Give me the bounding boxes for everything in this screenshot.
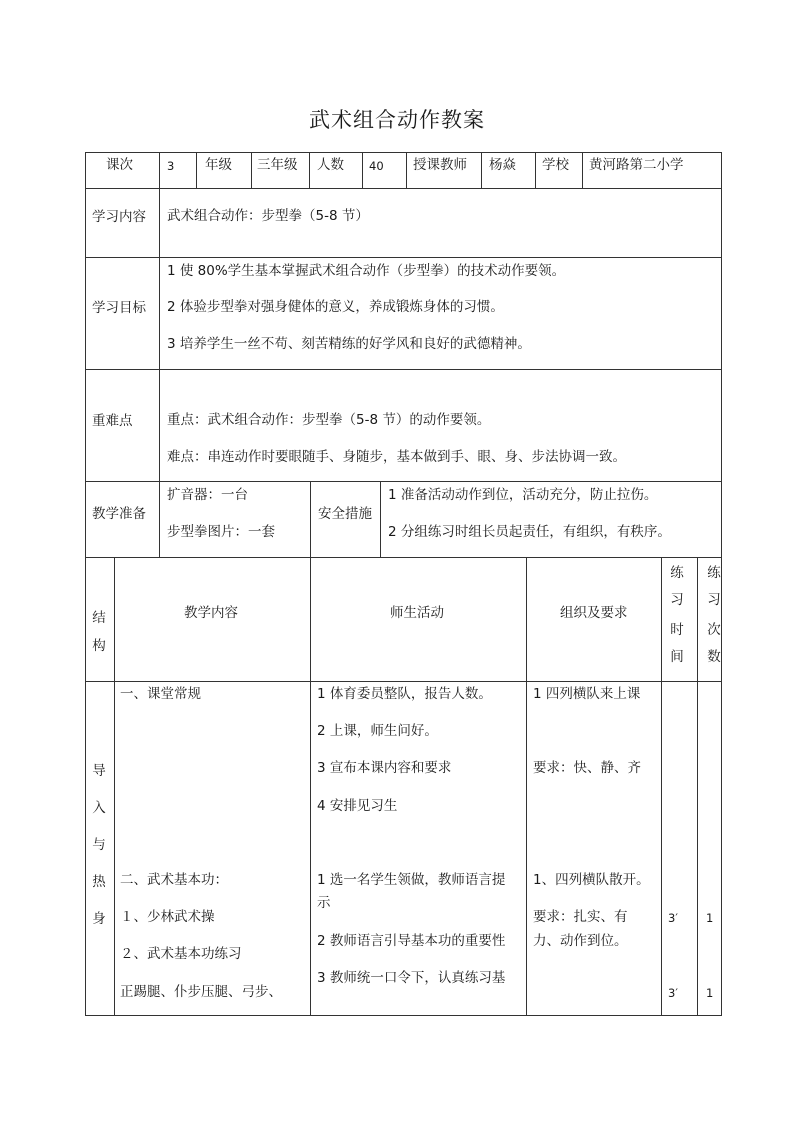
structure-header-char: 构 <box>92 638 106 654</box>
safety-item: 1 准备活动动作到位，活动充分，防止拉伤。 <box>388 487 658 503</box>
row-divider <box>85 681 722 682</box>
activity-item: 示 <box>317 895 331 911</box>
org-header: 组织及要求 <box>560 605 628 621</box>
section-structure-char: 入 <box>92 800 106 816</box>
teacher-label: 授课教师 <box>413 157 467 173</box>
safety-label: 安全措施 <box>318 506 372 522</box>
time-header <box>667 561 687 665</box>
structure-header-char: 结 <box>92 610 106 626</box>
org-item: 要求：扎实、有 <box>533 909 628 925</box>
grade-value: 三年级 <box>257 157 298 173</box>
col-divider <box>310 557 311 1016</box>
content-item: 正踢腿、仆步压腿、弓步、 <box>120 984 282 1000</box>
col-divider <box>406 152 407 188</box>
content-value: 武术组合动作：步型拳（5-8 节） <box>167 208 369 224</box>
section-structure-char: 导 <box>92 763 106 779</box>
section-structure-char: 身 <box>92 911 106 927</box>
col-divider <box>196 152 197 188</box>
prep-item: 扩音器：一台 <box>167 487 248 503</box>
content-item: １、少林武术操 <box>120 909 215 925</box>
activity-header: 师生活动 <box>390 605 444 621</box>
count-header-char: 数 <box>707 649 721 665</box>
col-divider <box>362 152 363 188</box>
col-divider <box>114 557 115 1016</box>
count-value: 40 <box>369 159 384 173</box>
activity-item: 1 选一名学生领做，教师语言提 <box>317 872 506 888</box>
col-divider <box>697 557 698 1016</box>
content-item: 一、课堂常规 <box>120 686 201 702</box>
col-divider <box>251 152 252 188</box>
col-divider <box>661 557 662 1016</box>
structure-header <box>89 606 109 654</box>
count-value-cell: 1 <box>706 911 714 925</box>
goal-item: 1 使 80%学生基本掌握武术组合动作（步型拳）的技术动作要领。 <box>167 263 566 279</box>
prep-item: 步型拳图片：一套 <box>167 524 275 540</box>
content-item: ２、武术基本功练习 <box>120 946 242 962</box>
goal-item: 3 培养学生一丝不苟、刻苦精练的好学风和良好的武德精神。 <box>167 336 531 352</box>
count-header <box>704 561 724 665</box>
lesson-value: 3 <box>167 159 175 173</box>
table-border-top <box>85 152 722 153</box>
col-divider <box>159 152 160 557</box>
content-item: 二、武术基本功： <box>120 872 228 888</box>
row-divider <box>85 557 722 558</box>
col-divider <box>380 481 381 557</box>
focus-key: 重点：武术组合动作：步型拳（5-8 节）的动作要领。 <box>167 412 491 428</box>
activity-item: 1 体育委员整队，报告人数。 <box>317 686 492 702</box>
row-divider <box>85 257 722 258</box>
org-item: 力、动作到位。 <box>533 933 628 949</box>
org-item: 1、四列横队散开。 <box>533 872 650 888</box>
count-header-char: 习 <box>707 592 721 608</box>
focus-label: 重难点 <box>92 413 133 429</box>
activity-item: 2 教师语言引导基本功的重要性 <box>317 933 506 949</box>
content-label: 学习内容 <box>92 209 146 225</box>
section-structure-char: 与 <box>92 837 106 853</box>
time-value: 3′ <box>668 911 678 925</box>
count-header-char: 练 <box>707 565 721 581</box>
lesson-label: 课次 <box>106 157 133 173</box>
focus-difficult: 难点：串连动作时要眼随手、身随步，基本做到手、眼、身、步法协调一致。 <box>167 449 626 465</box>
content-header: 教学内容 <box>184 605 238 621</box>
row-divider <box>85 188 722 189</box>
school-label: 学校 <box>542 157 569 173</box>
teacher-value: 杨焱 <box>489 157 516 173</box>
goals-label: 学习目标 <box>92 300 146 316</box>
time-header-char: 时 <box>670 622 684 638</box>
prep-label: 教学准备 <box>92 506 146 522</box>
activity-item: 4 安排见习生 <box>317 798 398 814</box>
count-value-cell: 1 <box>706 986 714 1000</box>
time-header-char: 练 <box>670 565 684 581</box>
activity-item: 3 教师统一口令下，认真练习基 <box>317 970 506 986</box>
time-header-char: 间 <box>670 649 684 665</box>
col-divider <box>309 152 310 188</box>
count-label: 人数 <box>317 157 344 173</box>
time-header-char: 习 <box>670 592 684 608</box>
school-value: 黄河路第二小学 <box>589 157 684 173</box>
section-structure <box>89 759 109 927</box>
time-value: 3′ <box>668 986 678 1000</box>
org-item: 1 四列横队来上课 <box>533 686 641 702</box>
col-divider <box>310 481 311 557</box>
col-divider <box>526 557 527 1016</box>
table-border-left <box>85 152 86 1016</box>
row-divider <box>85 481 722 482</box>
count-header-char: 次 <box>707 622 721 638</box>
goal-item: 2 体验步型拳对强身健体的意义，养成锻炼身体的习惯。 <box>167 299 504 315</box>
page-title: 武术组合动作教案 <box>309 108 485 132</box>
table-border-bottom <box>85 1015 722 1016</box>
col-divider <box>481 152 482 188</box>
col-divider <box>535 152 536 188</box>
section-structure-char: 热 <box>92 874 106 890</box>
col-divider <box>582 152 583 188</box>
safety-item: 2 分组练习时组长员起责任，有组织，有秩序。 <box>388 524 671 540</box>
grade-label: 年级 <box>205 157 232 173</box>
activity-item: 3 宣布本课内容和要求 <box>317 760 452 776</box>
org-item: 要求：快、静、齐 <box>533 760 641 776</box>
row-divider <box>85 369 722 370</box>
activity-item: 2 上课，师生问好。 <box>317 723 438 739</box>
